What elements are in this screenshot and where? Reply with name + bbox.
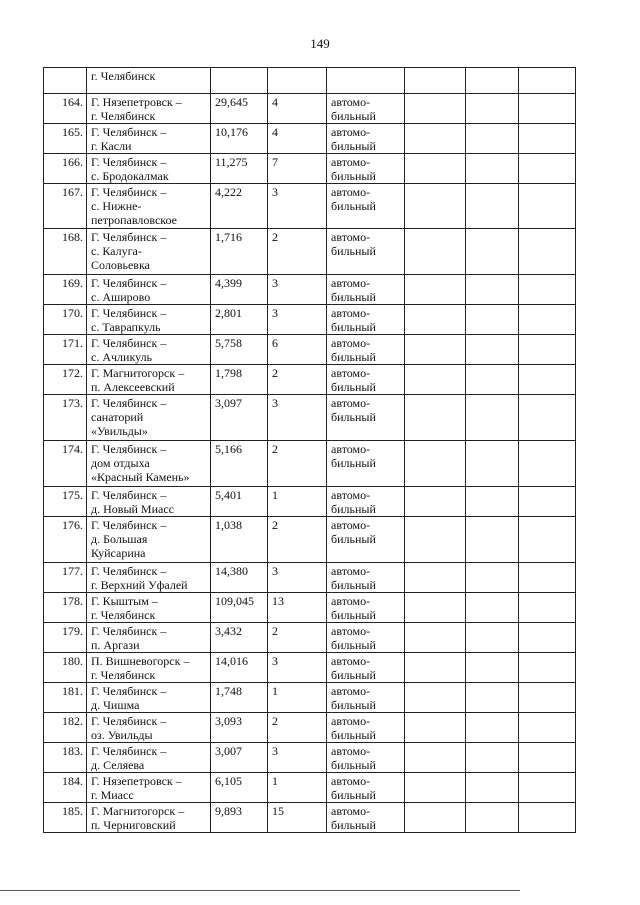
transport-type: автомо- бильный: [327, 623, 405, 653]
empty-cell: [519, 487, 576, 517]
empty-cell: [405, 683, 466, 713]
row-number: 170.: [44, 305, 87, 335]
route-distance: [211, 68, 268, 94]
empty-cell: [405, 335, 466, 365]
empty-cell: [466, 154, 519, 184]
route-count: 4: [268, 94, 327, 124]
route-count: [268, 68, 327, 94]
table-row: [44, 335, 576, 365]
transport-type: автомо- бильный: [327, 713, 405, 743]
route-distance: 14,016: [211, 653, 268, 683]
route-distance: 3,432: [211, 623, 268, 653]
transport-type: автомо- бильный: [327, 743, 405, 773]
transport-type: автомо- бильный: [327, 124, 405, 154]
route-name: г. Челябинск: [87, 68, 211, 94]
empty-cell: [405, 154, 466, 184]
empty-cell: [405, 623, 466, 653]
empty-cell: [466, 365, 519, 395]
route-distance: 1,748: [211, 683, 268, 713]
route-count: 3: [268, 305, 327, 335]
empty-cell: [519, 683, 576, 713]
table-row: [44, 803, 576, 833]
empty-cell: [519, 275, 576, 305]
table-row: [44, 517, 576, 563]
route-distance: 1,038: [211, 517, 268, 563]
empty-cell: [405, 395, 466, 441]
table-row: [44, 94, 576, 124]
transport-type: автомо- бильный: [327, 365, 405, 395]
transport-type: автомо- бильный: [327, 773, 405, 803]
empty-cell: [466, 773, 519, 803]
empty-cell: [519, 154, 576, 184]
empty-cell: [519, 94, 576, 124]
route-count: 2: [268, 623, 327, 653]
transport-type: автомо- бильный: [327, 487, 405, 517]
row-number: 166.: [44, 154, 87, 184]
route-distance: 3,097: [211, 395, 268, 441]
empty-cell: [466, 441, 519, 487]
empty-cell: [519, 68, 576, 94]
table-row: [44, 154, 576, 184]
empty-cell: [519, 713, 576, 743]
empty-cell: [519, 773, 576, 803]
empty-cell: [405, 94, 466, 124]
transport-type: автомо- бильный: [327, 335, 405, 365]
empty-cell: [466, 593, 519, 623]
transport-type: автомо- бильный: [327, 683, 405, 713]
empty-cell: [519, 563, 576, 593]
route-name: Г. Челябинск – г. Верхний Уфалей: [87, 563, 211, 593]
route-name: Г. Магнитогорск – п. Черниговский: [87, 803, 211, 833]
route-distance: 5,758: [211, 335, 268, 365]
transport-type: автомо- бильный: [327, 184, 405, 229]
route-distance: 3,007: [211, 743, 268, 773]
route-distance: 1,716: [211, 229, 268, 275]
row-number: 169.: [44, 275, 87, 305]
table-row: [44, 441, 576, 487]
route-name: Г. Кыштым – г. Челябинск: [87, 593, 211, 623]
route-name: Г. Челябинск – оз. Увильды: [87, 713, 211, 743]
transport-type: автомо- бильный: [327, 653, 405, 683]
route-name: Г. Нязепетровск – г. Челябинск: [87, 94, 211, 124]
empty-cell: [519, 623, 576, 653]
table-body: [44, 68, 576, 833]
empty-cell: [519, 365, 576, 395]
route-distance: 5,166: [211, 441, 268, 487]
transport-type: автомо- бильный: [327, 154, 405, 184]
page-number: 149: [310, 36, 330, 51]
route-distance: 109,045: [211, 593, 268, 623]
route-count: 13: [268, 593, 327, 623]
empty-cell: [405, 275, 466, 305]
table-row: [44, 487, 576, 517]
footer-divider: [0, 890, 520, 891]
transport-type: [327, 68, 405, 94]
row-number: 171.: [44, 335, 87, 365]
empty-cell: [405, 773, 466, 803]
row-number: 173.: [44, 395, 87, 441]
empty-cell: [466, 68, 519, 94]
route-count: 7: [268, 154, 327, 184]
empty-cell: [519, 441, 576, 487]
row-number: 179.: [44, 623, 87, 653]
transport-type: автомо- бильный: [327, 94, 405, 124]
empty-cell: [405, 593, 466, 623]
route-distance: 11,275: [211, 154, 268, 184]
route-count: 1: [268, 487, 327, 517]
row-number: 182.: [44, 713, 87, 743]
table-row: [44, 365, 576, 395]
empty-cell: [466, 229, 519, 275]
transport-type: автомо- бильный: [327, 229, 405, 275]
table-row: [44, 743, 576, 773]
empty-cell: [519, 743, 576, 773]
transport-type: автомо- бильный: [327, 563, 405, 593]
route-count: 3: [268, 184, 327, 229]
routes-table: [43, 67, 576, 833]
route-name: П. Вишневогорск – г. Челябинск: [87, 653, 211, 683]
empty-cell: [466, 94, 519, 124]
route-name: Г. Челябинск – д. Селяева: [87, 743, 211, 773]
table-row: [44, 184, 576, 229]
row-number: 183.: [44, 743, 87, 773]
empty-cell: [466, 184, 519, 229]
empty-cell: [466, 487, 519, 517]
transport-type: автомо- бильный: [327, 517, 405, 563]
route-name: Г. Нязепетровск – г. Миасс: [87, 773, 211, 803]
route-name: Г. Челябинск – п. Аргази: [87, 623, 211, 653]
table-row: [44, 275, 576, 305]
route-count: 2: [268, 517, 327, 563]
route-count: 2: [268, 229, 327, 275]
empty-cell: [466, 713, 519, 743]
route-count: 3: [268, 653, 327, 683]
transport-type: автомо- бильный: [327, 593, 405, 623]
empty-cell: [466, 517, 519, 563]
row-number: 172.: [44, 365, 87, 395]
transport-type: автомо- бильный: [327, 395, 405, 441]
route-count: 2: [268, 365, 327, 395]
route-distance: 29,645: [211, 94, 268, 124]
empty-cell: [519, 653, 576, 683]
empty-cell: [466, 275, 519, 305]
route-distance: 10,176: [211, 124, 268, 154]
route-distance: 4,222: [211, 184, 268, 229]
row-number: [44, 68, 87, 94]
route-name: Г. Челябинск – дом отдыха «Красный Камень»: [87, 441, 211, 487]
empty-cell: [519, 229, 576, 275]
table-row: [44, 395, 576, 441]
empty-cell: [466, 395, 519, 441]
route-count: 2: [268, 441, 327, 487]
table-row: [44, 653, 576, 683]
empty-cell: [466, 653, 519, 683]
empty-cell: [466, 623, 519, 653]
row-number: 175.: [44, 487, 87, 517]
table-row: [44, 713, 576, 743]
row-number: 177.: [44, 563, 87, 593]
route-count: 3: [268, 563, 327, 593]
route-count: 6: [268, 335, 327, 365]
route-name: Г. Челябинск – д. Чишма: [87, 683, 211, 713]
empty-cell: [405, 517, 466, 563]
table-row: [44, 124, 576, 154]
row-number: 164.: [44, 94, 87, 124]
empty-cell: [519, 184, 576, 229]
empty-cell: [405, 653, 466, 683]
empty-cell: [519, 517, 576, 563]
route-name: Г. Магнитогорск – п. Алексеевский: [87, 365, 211, 395]
route-count: 1: [268, 773, 327, 803]
route-count: 3: [268, 743, 327, 773]
route-distance: 9,893: [211, 803, 268, 833]
row-number: 180.: [44, 653, 87, 683]
route-count: 15: [268, 803, 327, 833]
route-name: Г. Челябинск – с. Калуга- Соловьевка: [87, 229, 211, 275]
route-distance: 1,798: [211, 365, 268, 395]
route-name: Г. Челябинск – г. Касли: [87, 124, 211, 154]
table-row: [44, 563, 576, 593]
route-count: 3: [268, 395, 327, 441]
empty-cell: [466, 743, 519, 773]
empty-cell: [466, 803, 519, 833]
empty-cell: [405, 487, 466, 517]
route-distance: 4,399: [211, 275, 268, 305]
row-number: 176.: [44, 517, 87, 563]
empty-cell: [405, 68, 466, 94]
route-distance: 6,105: [211, 773, 268, 803]
empty-cell: [405, 713, 466, 743]
empty-cell: [466, 305, 519, 335]
empty-cell: [405, 365, 466, 395]
empty-cell: [519, 593, 576, 623]
route-distance: 14,380: [211, 563, 268, 593]
route-name: Г. Челябинск – с. Нижне- петропавловское: [87, 184, 211, 229]
route-count: 2: [268, 713, 327, 743]
route-distance: 3,093: [211, 713, 268, 743]
row-number: 181.: [44, 683, 87, 713]
empty-cell: [466, 124, 519, 154]
row-number: 167.: [44, 184, 87, 229]
empty-cell: [405, 563, 466, 593]
row-number: 185.: [44, 803, 87, 833]
empty-cell: [519, 803, 576, 833]
route-distance: 2,801: [211, 305, 268, 335]
empty-cell: [466, 563, 519, 593]
route-name: Г. Челябинск – с. Бродокалмак: [87, 154, 211, 184]
empty-cell: [466, 335, 519, 365]
empty-cell: [405, 441, 466, 487]
route-name: Г. Челябинск – д. Большая Куйсарина: [87, 517, 211, 563]
empty-cell: [466, 683, 519, 713]
row-number: 184.: [44, 773, 87, 803]
empty-cell: [405, 743, 466, 773]
route-name: Г. Челябинск – с. Таврапкуль: [87, 305, 211, 335]
empty-cell: [519, 395, 576, 441]
table-row: [44, 773, 576, 803]
row-number: 174.: [44, 441, 87, 487]
table-row: [44, 683, 576, 713]
route-count: 3: [268, 275, 327, 305]
empty-cell: [405, 229, 466, 275]
route-name: Г. Челябинск – санаторий «Увильды»: [87, 395, 211, 441]
route-name: Г. Челябинск – с. Аширово: [87, 275, 211, 305]
transport-type: автомо- бильный: [327, 803, 405, 833]
row-number: 168.: [44, 229, 87, 275]
empty-cell: [519, 335, 576, 365]
route-name: Г. Челябинск – с. Ачликуль: [87, 335, 211, 365]
transport-type: автомо- бильный: [327, 441, 405, 487]
empty-cell: [405, 305, 466, 335]
route-distance: 5,401: [211, 487, 268, 517]
table-row: [44, 305, 576, 335]
table-row: [44, 623, 576, 653]
row-number: 165.: [44, 124, 87, 154]
route-name: Г. Челябинск – д. Новый Миасс: [87, 487, 211, 517]
table-row: [44, 593, 576, 623]
empty-cell: [519, 305, 576, 335]
empty-cell: [405, 803, 466, 833]
empty-cell: [405, 184, 466, 229]
route-count: 1: [268, 683, 327, 713]
empty-cell: [519, 124, 576, 154]
empty-cell: [405, 124, 466, 154]
transport-type: автомо- бильный: [327, 305, 405, 335]
route-count: 4: [268, 124, 327, 154]
row-number: 178.: [44, 593, 87, 623]
table-row: [44, 68, 576, 94]
transport-type: автомо- бильный: [327, 275, 405, 305]
table-row: [44, 229, 576, 275]
